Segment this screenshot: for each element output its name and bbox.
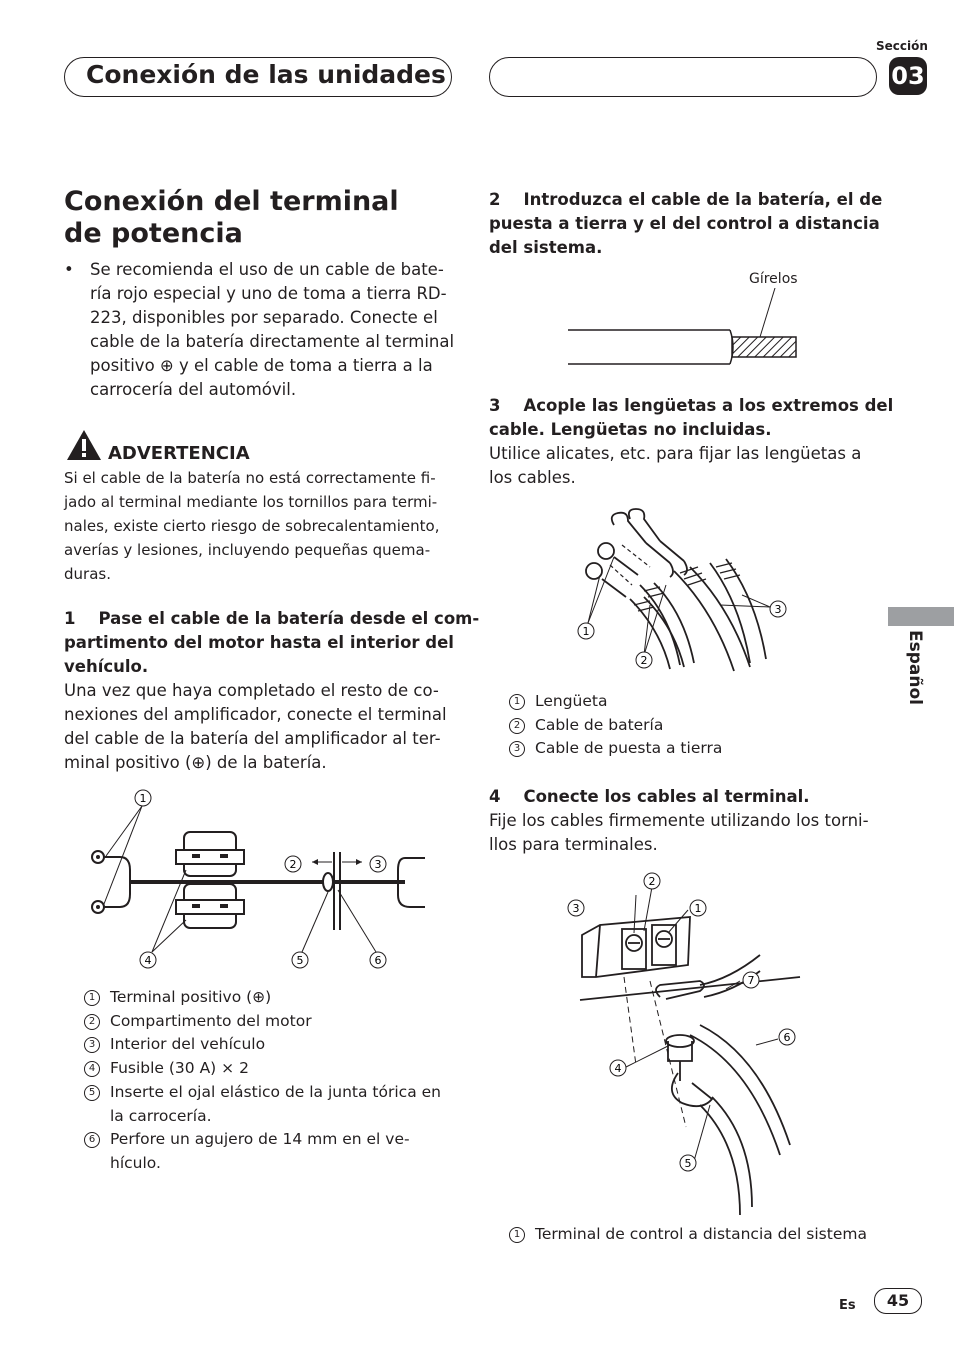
svg-text:5: 5 [296, 954, 304, 967]
caption-number: 2 [509, 718, 525, 734]
callout-1 [578, 623, 594, 639]
bullet-dot: • [64, 260, 74, 279]
callout-3 [370, 856, 386, 872]
text-line: cable de la batería directamente al terminal [90, 332, 455, 351]
text-line: ría rojo especial y uno de toma a tierra RD- [90, 284, 447, 303]
text-line: los cables. [489, 468, 576, 487]
figure-power-wiring [80, 780, 440, 980]
caption-text: Cable de puesta a tierra [535, 739, 723, 757]
figure-stripped-cable [560, 288, 810, 368]
page-heading: Conexión del terminal de potencia [64, 186, 399, 249]
caption-text: Fusible (30 A) × 2 [110, 1059, 249, 1077]
text-line: puesta a tierra y el del control a distancia [489, 214, 880, 233]
caption-number: 5 [84, 1085, 100, 1101]
step1-heading [64, 607, 480, 679]
text-line: nales, existe cierto riesgo de sobrecalentamiento, [64, 517, 440, 535]
step4-heading: 4 Conecte los cables al terminal. [489, 787, 810, 806]
text-line: 1 Pase el cable de la batería desde el com- [64, 609, 480, 628]
text-line: del cable de la batería del amplificador al ter- [64, 729, 441, 748]
step4-body [489, 809, 889, 857]
section-number-badge: 03 [889, 57, 927, 95]
text-line: jado al terminal mediante los tornillos para termi- [64, 493, 438, 511]
text-line: duras. [64, 565, 111, 583]
caption-text: Perfore un agujero de 14 mm en el ve- [110, 1130, 410, 1148]
callout-6 [370, 952, 386, 968]
text-line: positivo ⊕ y el cable de toma a tierra a la [90, 356, 433, 375]
caption-number: 3 [84, 1037, 100, 1053]
callout-4 [140, 952, 156, 968]
page-number: 45 [874, 1288, 922, 1314]
language-tab [888, 607, 954, 626]
caption-text: Lengüeta [535, 692, 608, 710]
section-title: Conexión de las unidades [86, 60, 446, 89]
figure-label-twist: Gírelos [749, 271, 798, 287]
svg-text:3: 3 [374, 858, 382, 871]
text-line: vehículo. [64, 657, 149, 676]
caption-text: Terminal de control a distancia del sistema [535, 1225, 867, 1243]
callout-5 [680, 1155, 696, 1171]
text-line: minal positivo (⊕) de la batería. [64, 753, 327, 772]
svg-text:1: 1 [694, 902, 702, 915]
svg-text:4: 4 [614, 1062, 622, 1075]
text-line: 3 Acople las lengüetas a los extremos del [489, 396, 894, 415]
svg-text:2: 2 [289, 858, 297, 871]
language-label: Español [905, 630, 925, 705]
callout-5 [292, 952, 308, 968]
callout-2 [636, 652, 652, 668]
step3-body [489, 442, 889, 490]
caption-text: Compartimento del motor [110, 1012, 312, 1030]
section-subtitle-frame [489, 57, 877, 97]
svg-text:2: 2 [648, 875, 656, 888]
svg-text:3: 3 [572, 902, 580, 915]
caption-number: 1 [84, 990, 100, 1006]
text-line: cable. Lengüetas no incluidas. [489, 420, 772, 439]
callout-2 [644, 873, 660, 889]
svg-text:6: 6 [783, 1031, 791, 1044]
text-line: Fije los cables firmemente utilizando los torni- [489, 811, 869, 830]
warning-label: ADVERTENCIA [108, 443, 250, 464]
section-label: Sección [876, 39, 928, 53]
language-code: Es [839, 1298, 856, 1313]
figure-lugs [570, 505, 800, 675]
svg-text:2: 2 [640, 654, 648, 667]
callout-7 [743, 972, 759, 988]
caption-number: 1 [509, 1227, 525, 1243]
svg-text:4: 4 [144, 954, 152, 967]
svg-text:1: 1 [139, 792, 147, 805]
caption-number: 4 [84, 1061, 100, 1077]
caption-text: Interior del vehículo [110, 1035, 266, 1053]
caption-number: 3 [509, 741, 525, 757]
text-line: Se recomienda el uso de un cable de bate- [90, 260, 444, 279]
callout-3 [568, 900, 584, 916]
step2-heading [489, 188, 889, 260]
text-line: llos para terminales. [489, 835, 658, 854]
caption-number: 1 [509, 694, 525, 710]
svg-text:1: 1 [582, 625, 590, 638]
svg-text:3: 3 [774, 603, 782, 616]
text-line: Si el cable de la batería no está correctamente fi- [64, 469, 436, 487]
svg-text:5: 5 [684, 1157, 692, 1170]
svg-text:7: 7 [747, 974, 755, 987]
callout-4 [610, 1060, 626, 1076]
text-line: Utilice alicates, etc. para fijar las lengüetas a [489, 444, 862, 463]
text-line: partimento del motor hasta el interior del [64, 633, 454, 652]
caption-number: 2 [84, 1014, 100, 1030]
text-line: Una vez que haya completado el resto de co- [64, 681, 439, 700]
step1-body [64, 679, 464, 775]
callout-1 [690, 900, 706, 916]
caption-text: la carrocería. [110, 1107, 212, 1125]
callout-2 [285, 856, 301, 872]
callout-1 [135, 790, 151, 806]
text-line: del sistema. [489, 238, 603, 257]
caption-text: Cable de batería [535, 716, 664, 734]
text-line: nexiones del amplificador, conecte el terminal [64, 705, 447, 724]
figure-terminal-block [560, 865, 820, 1215]
caption-text: Inserte el ojal elástico de la junta tórica en [110, 1083, 441, 1101]
caption-text: Terminal positivo (⊕) [110, 988, 272, 1006]
warning-icon [65, 428, 103, 462]
caption-number: 6 [84, 1132, 100, 1148]
text-line: carrocería del automóvil. [90, 380, 297, 399]
text-line: 223, disponibles por separado. Conecte el [90, 308, 438, 327]
callout-6 [779, 1029, 795, 1045]
svg-text:6: 6 [374, 954, 382, 967]
text-line: 2 Introduzca el cable de la batería, el de [489, 190, 883, 209]
callout-3 [770, 601, 786, 617]
warning-text [64, 466, 464, 586]
text-line: averías y lesiones, incluyendo pequeñas quema- [64, 541, 431, 559]
step3-heading [489, 394, 894, 442]
caption-text: hículo. [110, 1154, 161, 1172]
